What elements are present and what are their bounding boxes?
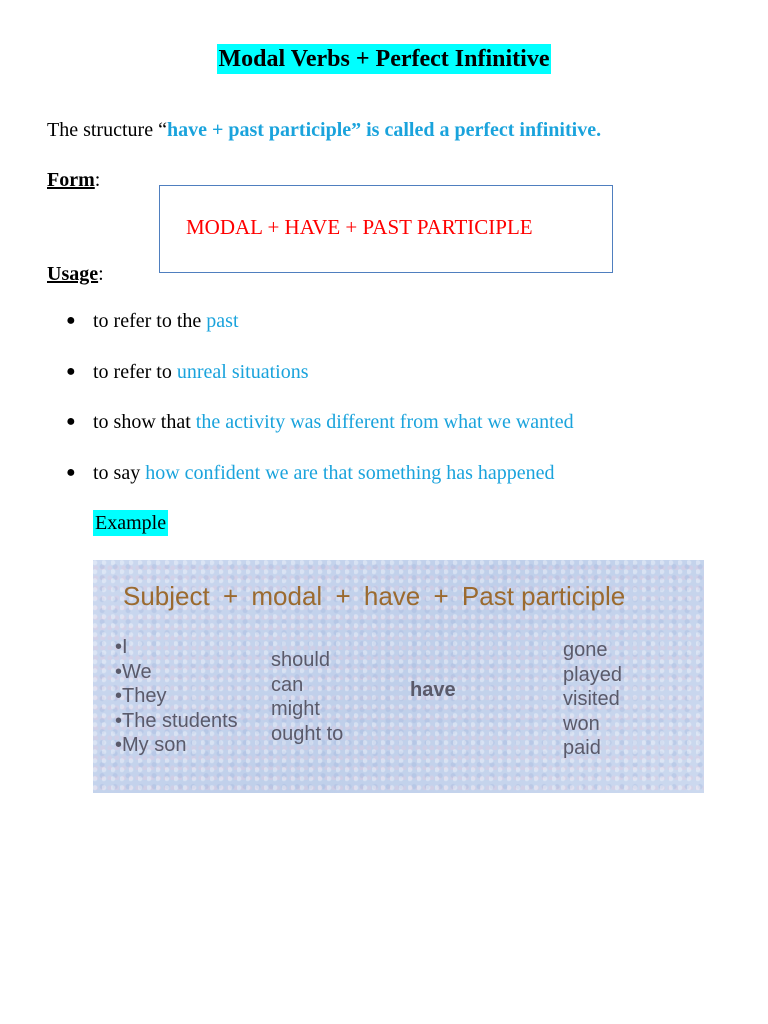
usage-plain: to refer to bbox=[93, 360, 177, 383]
usage-highlight: how confident we are that something has happened bbox=[145, 461, 555, 484]
subjects-column bbox=[115, 635, 238, 758]
form-label-colon: : bbox=[94, 169, 101, 191]
example-header bbox=[123, 580, 631, 612]
usage-label bbox=[47, 261, 104, 287]
usage-highlight: past bbox=[206, 310, 239, 332]
usage-text bbox=[93, 407, 574, 437]
participle-item: won bbox=[563, 712, 600, 735]
subject-item: •We bbox=[115, 660, 152, 683]
participles-column bbox=[563, 638, 622, 761]
formula-text: MODAL + HAVE + PAST PARTICIPLE bbox=[186, 215, 533, 239]
participle-item: gone bbox=[563, 639, 608, 661]
form-label bbox=[47, 167, 100, 193]
usage-plain: to show that bbox=[93, 411, 196, 433]
intro-sentence bbox=[47, 117, 601, 143]
header-token: modal bbox=[251, 581, 323, 611]
header-token: + bbox=[222, 581, 239, 611]
bullet-icon: ● bbox=[66, 463, 76, 481]
example-image bbox=[93, 560, 704, 793]
intro-prefix: The structure “ bbox=[47, 119, 167, 141]
subject-item: •My son bbox=[115, 734, 187, 756]
modal-item: ought to bbox=[271, 722, 344, 745]
subject-item: •I bbox=[115, 636, 128, 658]
form-label-text: Form bbox=[47, 169, 95, 191]
header-token: have bbox=[363, 581, 421, 611]
header-token: Subject bbox=[123, 581, 210, 611]
example-label: Example bbox=[95, 512, 167, 534]
modal-item: can bbox=[271, 673, 304, 696]
intro-highlight: have + past participle” is called a perfect infinitive. bbox=[166, 119, 602, 141]
bullet-icon: ● bbox=[66, 362, 76, 380]
usage-plain: to refer to the bbox=[93, 310, 207, 332]
bullet-icon: ● bbox=[66, 413, 76, 430]
participle-item: visited bbox=[563, 688, 620, 710]
page-title: Modal Verbs + Perfect Infinitive bbox=[218, 46, 550, 72]
usage-plain: to say bbox=[93, 461, 146, 484]
subject-item: •The students bbox=[115, 709, 238, 732]
header-token: Past participle bbox=[461, 581, 626, 611]
usage-highlight: unreal situations bbox=[176, 360, 309, 383]
subject-item: •They bbox=[115, 685, 167, 707]
usage-label-colon: : bbox=[98, 263, 104, 285]
usage-label-text: Usage bbox=[47, 263, 99, 285]
title-wrap bbox=[0, 44, 768, 74]
usage-highlight: the activity was different from what we wanted bbox=[195, 411, 574, 433]
modal-item: might bbox=[271, 698, 320, 720]
usage-text bbox=[93, 357, 309, 387]
usage-text bbox=[93, 458, 555, 488]
modals-column bbox=[271, 648, 343, 746]
bullet-icon: ● bbox=[66, 312, 76, 329]
participle-item: played bbox=[563, 663, 622, 686]
header-token: + bbox=[335, 581, 351, 611]
usage-text bbox=[93, 306, 239, 336]
participle-item: paid bbox=[563, 737, 601, 759]
have-column: have bbox=[410, 679, 456, 701]
modal-item: should bbox=[271, 649, 330, 671]
header-token: + bbox=[433, 581, 449, 611]
formula-box bbox=[159, 185, 613, 273]
